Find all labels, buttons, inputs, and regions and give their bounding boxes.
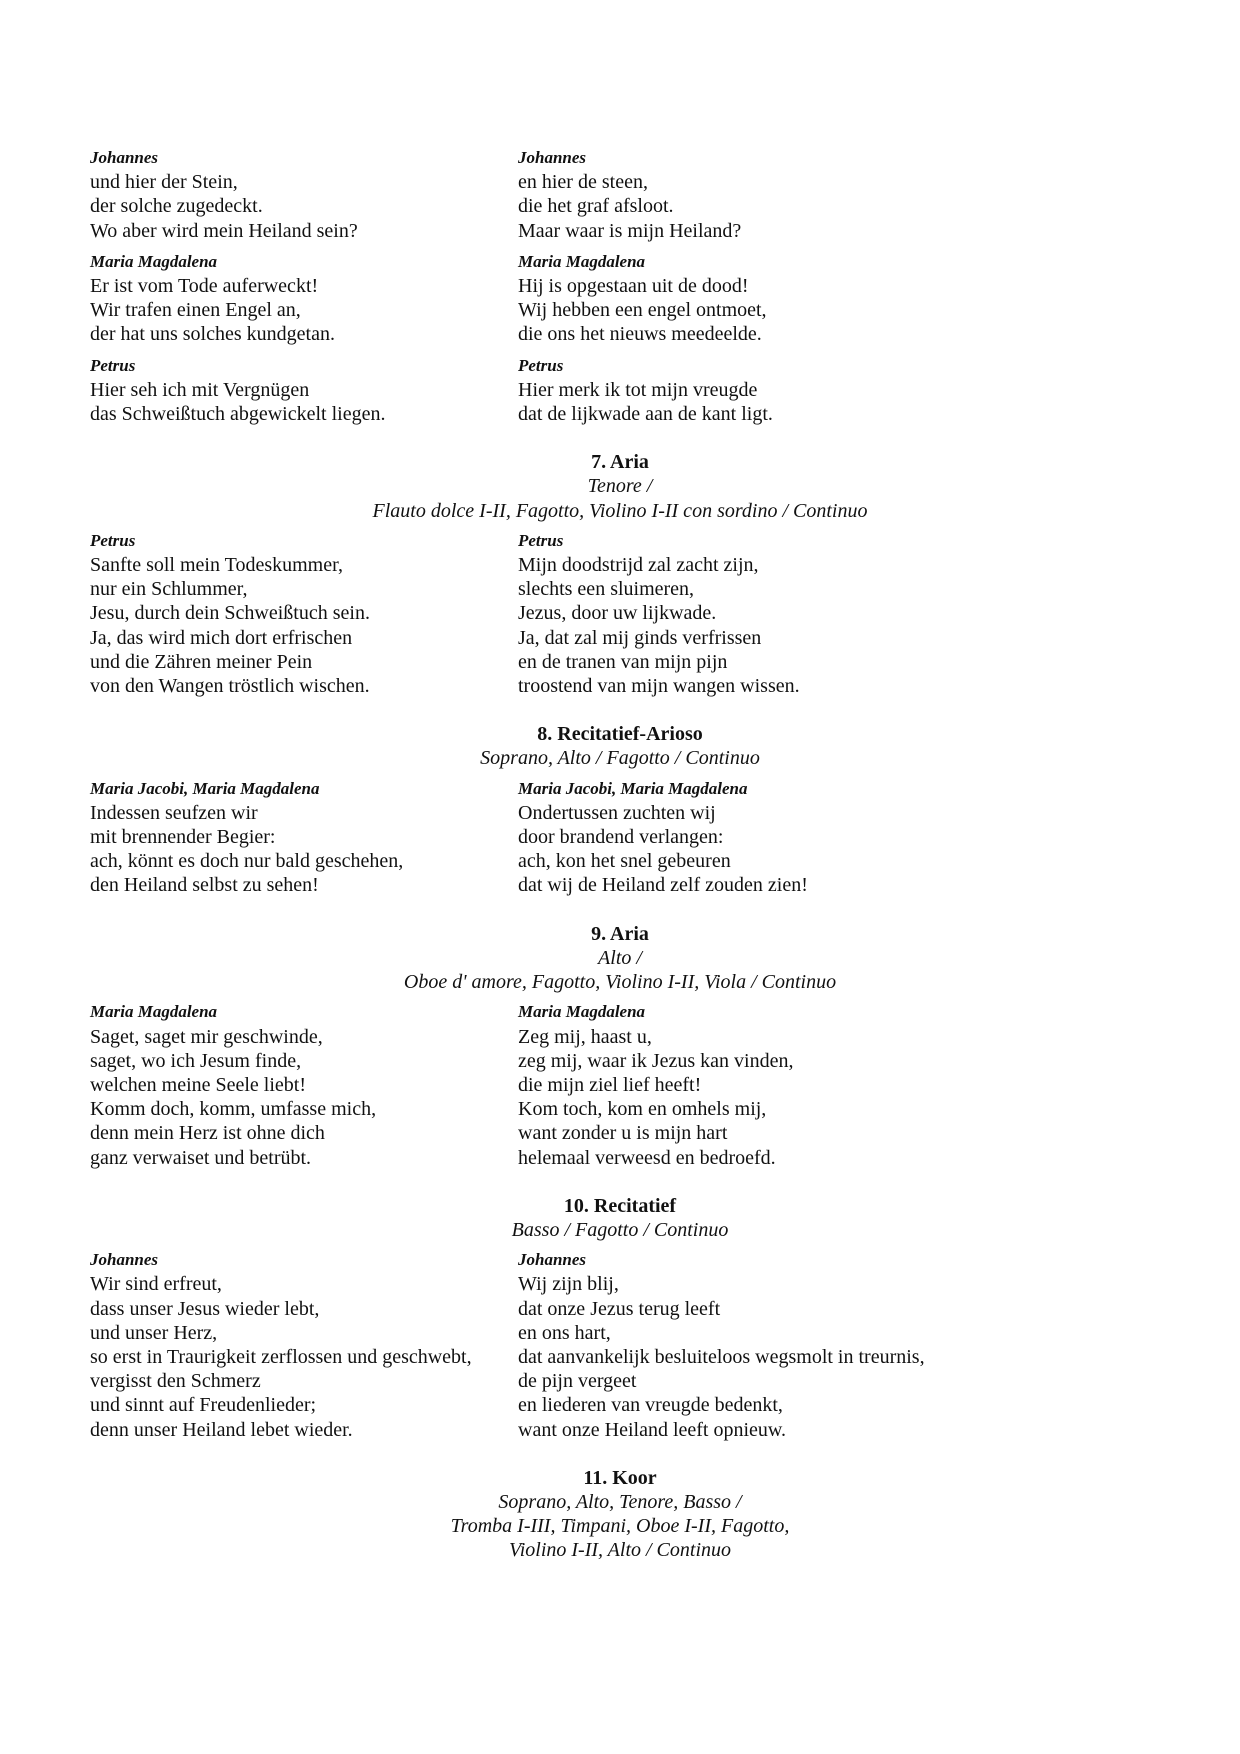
verse-line: Sanfte soll mein Todeskummer,: [90, 554, 343, 577]
german-text: [0, 777, 518, 898]
verse-line: der solche zugedeckt.: [90, 195, 263, 218]
german-text: [0, 1248, 518, 1442]
verse-line: troostend van mijn wangen wissen.: [518, 675, 800, 698]
scoring-line: Tromba I-III, Timpani, Oboe I-II, Fagotto,: [450, 1515, 790, 1538]
verse-line: ganz verwaiset und betrübt.: [90, 1146, 312, 1169]
dutch-text: [518, 250, 1158, 347]
verse-line: Indessen seufzen wir: [90, 801, 258, 824]
verse-line: ach, könnt es doch nur bald geschehen,: [90, 850, 404, 873]
verse-line: der hat uns solches kundgetan.: [90, 323, 335, 346]
dutch-text: [518, 777, 1158, 898]
movement-title: 10. Recitatief: [563, 1194, 677, 1217]
verse-line: Ja, dat zal mij ginds verfrissen: [518, 626, 762, 649]
speaker-name: Maria Jacobi, Maria Magdalena: [90, 778, 320, 798]
speaker-name: Maria Magdalena: [518, 1002, 646, 1022]
verse-line: dat wij de Heiland zelf zouden zien!: [518, 874, 808, 897]
movement-title: 7. Aria: [591, 451, 649, 474]
movement-header: [0, 1466, 1240, 1563]
verse-line: und unser Herz,: [90, 1321, 218, 1344]
speaker-name: Johannes: [518, 148, 587, 167]
movement-header: [0, 1194, 1240, 1242]
verse-line: Mijn doodstrijd zal zacht zijn,: [518, 554, 759, 577]
german-text: [0, 354, 518, 427]
scoring-line: Violino I-II, Alto / Continuo: [508, 1539, 732, 1562]
speaker-name: Johannes: [90, 148, 159, 167]
verse-line: helemaal verweesd en bedroefd.: [518, 1146, 776, 1169]
dutch-text: [518, 529, 1158, 698]
scoring-line: Basso / Fagotto / Continuo: [511, 1218, 729, 1241]
verse-line: Hier merk ik tot mijn vreugde: [518, 378, 758, 401]
scoring-line: Alto /: [598, 946, 642, 969]
speaker-name: Petrus: [90, 355, 136, 375]
verse-line: de pijn vergeet: [518, 1370, 637, 1393]
verse-line: Hij is opgestaan uit de dood!: [518, 275, 749, 298]
verse-line: welchen meine Seele liebt!: [90, 1073, 307, 1096]
verse-line: en liederen van vreugde bedenkt,: [518, 1394, 783, 1417]
verse-line: die het graf afsloot.: [518, 195, 674, 218]
movement-title: 11. Koor: [583, 1466, 657, 1489]
verse-line: dat onze Jezus terug leeft: [518, 1297, 721, 1320]
verse-line: Kom toch, kom en omhels mij,: [518, 1098, 767, 1121]
german-text: [0, 529, 518, 698]
text-pair: [0, 529, 1240, 698]
verse-line: die mijn ziel lief heeft!: [518, 1073, 702, 1096]
verse-line: ach, kon het snel gebeuren: [518, 850, 731, 873]
text-pair: [0, 1248, 1240, 1442]
verse-line: die ons het nieuws meedeelde.: [518, 323, 762, 346]
verse-line: zeg mij, waar ik Jezus kan vinden,: [518, 1049, 794, 1072]
speaker-name: Maria Magdalena: [518, 251, 646, 271]
verse-line: Wij hebben een engel ontmoet,: [518, 299, 767, 322]
libretto-page: [0, 146, 1240, 1587]
movement-section: [0, 1194, 1240, 1442]
verse-line: en hier de steen,: [518, 171, 648, 194]
movement-section: [0, 146, 1240, 426]
verse-line: Wir sind erfreut,: [90, 1273, 222, 1296]
verse-line: dat aanvankelijk besluiteloos wegsmolt in treurnis,: [518, 1345, 925, 1368]
verse-line: Komm doch, komm, umfasse mich,: [90, 1098, 377, 1121]
verse-line: den Heiland selbst zu sehen!: [90, 874, 319, 897]
scoring-line: Oboe d' amore, Fagotto, Violino I-II, Viola / Continuo: [403, 971, 837, 994]
movement-section: [0, 722, 1240, 897]
verse-line: door brandend verlangen:: [518, 826, 724, 849]
verse-line: das Schweißtuch abgewickelt liegen.: [90, 403, 386, 426]
verse-line: dat de lijkwade aan de kant ligt.: [518, 403, 773, 426]
movement-section: [0, 450, 1240, 698]
verse-line: dass unser Jesus wieder lebt,: [90, 1297, 320, 1320]
verse-line: Wo aber wird mein Heiland sein?: [90, 219, 358, 242]
german-text: [0, 146, 518, 243]
verse-line: Ondertussen zuchten wij: [518, 801, 716, 824]
speaker-name: Maria Magdalena: [90, 251, 218, 271]
verse-line: Zeg mij, haast u,: [518, 1025, 652, 1048]
text-pair: [0, 777, 1240, 898]
speaker-name: Petrus: [518, 355, 564, 375]
verse-line: Hier seh ich mit Vergnügen: [90, 378, 310, 401]
verse-line: Wij zijn blij,: [518, 1273, 619, 1296]
verse-line: want onze Heiland leeft opnieuw.: [518, 1418, 787, 1441]
speaker-name: Petrus: [518, 530, 564, 550]
verse-line: Jezus, door uw lijkwade.: [518, 602, 717, 625]
verse-line: und sinnt auf Freudenlieder;: [90, 1394, 317, 1417]
dutch-text: [518, 146, 1158, 243]
verse-line: Saget, saget mir geschwinde,: [90, 1025, 323, 1048]
verse-line: slechts een sluimeren,: [518, 578, 695, 601]
dutch-text: [518, 354, 1158, 427]
movement-title: 9. Aria: [591, 922, 649, 945]
movement-section: [0, 922, 1240, 1170]
movement-header: [0, 922, 1240, 995]
dutch-text: [518, 1000, 1158, 1169]
scoring-line: Tenore /: [587, 475, 653, 498]
verse-line: nur ein Schlummer,: [90, 578, 248, 601]
verse-line: und hier der Stein,: [90, 171, 238, 194]
dutch-text: [518, 1248, 1158, 1442]
scoring-line: Soprano, Alto, Tenore, Basso /: [498, 1490, 742, 1513]
verse-line: so erst in Traurigkeit zerflossen und geschwebt,: [90, 1345, 472, 1368]
text-pair: [0, 354, 1240, 427]
scoring-line: Soprano, Alto / Fagotto / Continuo: [480, 747, 760, 770]
movement-header: [0, 722, 1240, 770]
german-text: [0, 1000, 518, 1169]
speaker-name: Maria Jacobi, Maria Magdalena: [518, 778, 748, 798]
verse-line: Ja, das wird mich dort erfrischen: [90, 626, 353, 649]
speaker-name: Johannes: [90, 1250, 159, 1270]
verse-line: mit brennender Begier:: [90, 826, 276, 849]
verse-line: Wir trafen einen Engel an,: [90, 299, 301, 322]
speaker-name: Maria Magdalena: [90, 1002, 218, 1022]
verse-line: Maar waar is mijn Heiland?: [518, 219, 742, 242]
verse-line: vergisst den Schmerz: [90, 1370, 261, 1393]
verse-line: von den Wangen tröstlich wischen.: [90, 675, 370, 698]
movement-header: [0, 450, 1240, 523]
speaker-name: Petrus: [90, 530, 136, 550]
scoring-line: Flauto dolce I-II, Fagotto, Violino I-II con sordino / Continuo: [372, 499, 868, 522]
verse-line: en de tranen van mijn pijn: [518, 650, 728, 673]
text-pair: [0, 250, 1240, 347]
german-text: [0, 250, 518, 347]
verse-line: Er ist vom Tode auferweckt!: [90, 275, 319, 298]
speaker-name: Johannes: [518, 1250, 587, 1270]
verse-line: want zonder u is mijn hart: [518, 1122, 728, 1145]
verse-line: denn unser Heiland lebet wieder.: [90, 1418, 353, 1441]
verse-line: und die Zähren meiner Pein: [90, 650, 313, 673]
verse-line: en ons hart,: [518, 1321, 611, 1344]
verse-line: denn mein Herz ist ohne dich: [90, 1122, 325, 1145]
text-pair: [0, 1000, 1240, 1169]
verse-line: Jesu, durch dein Schweißtuch sein.: [90, 602, 370, 625]
text-pair: [0, 146, 1240, 243]
verse-line: saget, wo ich Jesum finde,: [90, 1049, 302, 1072]
movement-title: 8. Recitatief-Arioso: [537, 723, 703, 746]
movement-section: [0, 1466, 1240, 1563]
